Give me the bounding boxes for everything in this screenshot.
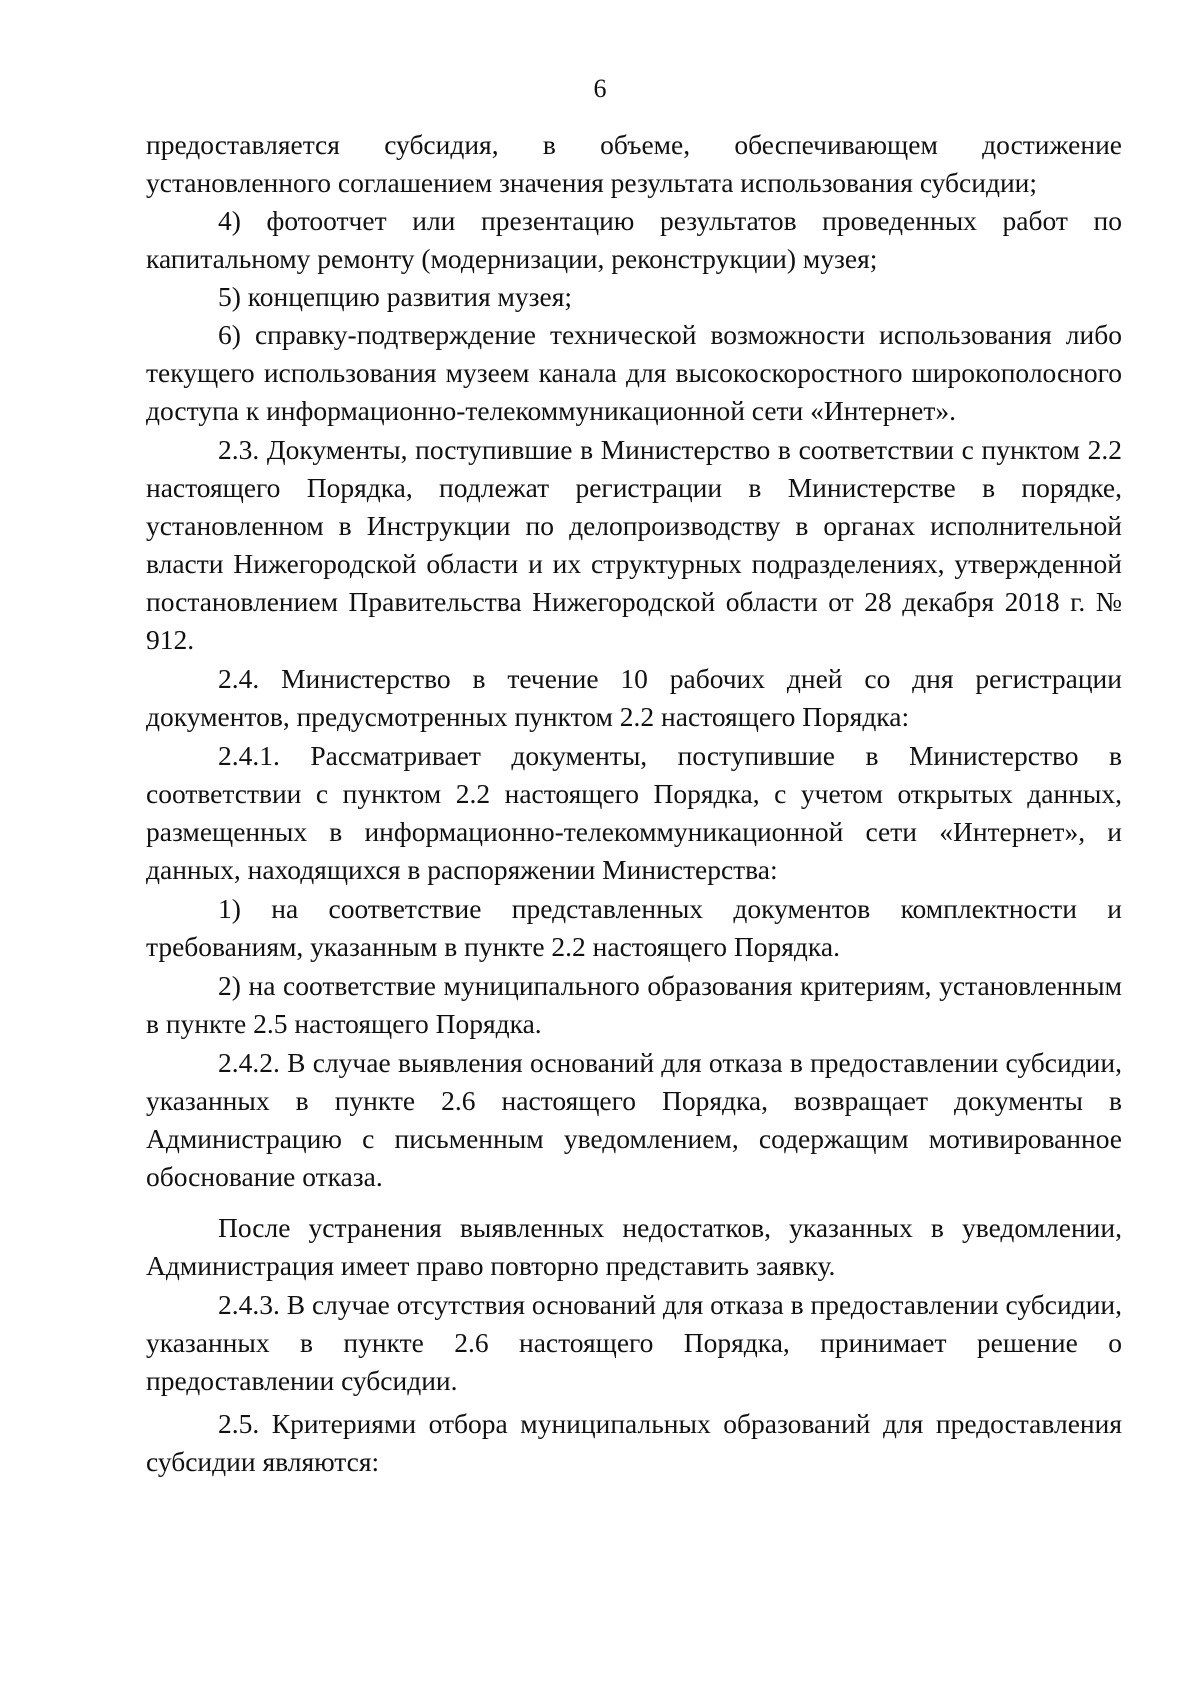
paragraph-2-5: 2.5. Критериями отбора муниципальных образований для предоставления субсидии являются: xyxy=(146,1408,1122,1477)
paragraph-item-6: 6) справку-подтверждение технической возможности использования либо текущего использования музеем канала для высокоскоростного широкополосного доступа к информационно-телекоммуникационной сети «Интернет». xyxy=(146,319,1122,426)
page-number: 6 xyxy=(593,74,607,103)
paragraph-2-4-1: 2.4.1. Рассматривает документы, поступившие в Министерство в соответствии с пунктом 2.2 настоящего Порядка, с учетом открытых данных, размещенных в информационно-телекоммуникационной сети «Интернет», и данных, находящихся в распоряжении Министерства: xyxy=(146,740,1122,885)
paragraph-2-4-2: 2.4.2. В случае выявления оснований для отказа в предоставлении субсидии, указанных в пункте 2.6 настоящего Порядка, возвращает документы в Администрацию с письменным уведомлением, содержащим мотивированное обоснование отказа. xyxy=(146,1047,1122,1192)
paragraph-check-1: 1) на соответствие представленных документов комплектности и требованиям, указанным в пункте 2.2 настоящего Порядка. xyxy=(146,893,1122,962)
paragraph-item-4: 4) фотоотчет или презентацию результатов проведенных работ по капитальному ремонту (модернизации, реконструкции) музея; xyxy=(146,205,1122,274)
paragraph-resubmission: После устранения выявленных недостатков, указанных в уведомлении, Администрация имеет право повторно представить заявку. xyxy=(146,1212,1122,1281)
paragraph-item-5: 5) концепцию развития музея; xyxy=(218,281,572,312)
document-body xyxy=(146,126,1122,1481)
paragraph-2-4-3: 2.4.3. В случае отсутствия оснований для отказа в предоставлении субсидии, указанных в пункте 2.6 настоящего Порядка, принимает решение о предоставлении субсидии. xyxy=(146,1289,1122,1396)
paragraph-continuation: предоставляется субсидия, в объеме, обеспечивающем достижение установленного соглашением значения результата использования субсидии; xyxy=(146,129,1122,198)
paragraph-check-2: 2) на соответствие муниципального образования критериям, установленным в пункте 2.5 настоящего Порядка. xyxy=(146,970,1122,1039)
paragraph-2-3: 2.3. Документы, поступившие в Министерство в соответствии с пунктом 2.2 настоящего Порядка, подлежат регистрации в Министерстве в порядке, установленном в Инструкции по делопроизводству в органах исполнительной власти Нижегородской области и их структурных подразделениях, утвержденной постановлением Правительства Нижегородской области от 28 декабря 2018 г. № 912. xyxy=(146,434,1122,655)
paragraph-2-4: 2.4. Министерство в течение 10 рабочих дней со дня регистрации документов, предусмотренных пунктом 2.2 настоящего Порядка: xyxy=(146,663,1122,732)
